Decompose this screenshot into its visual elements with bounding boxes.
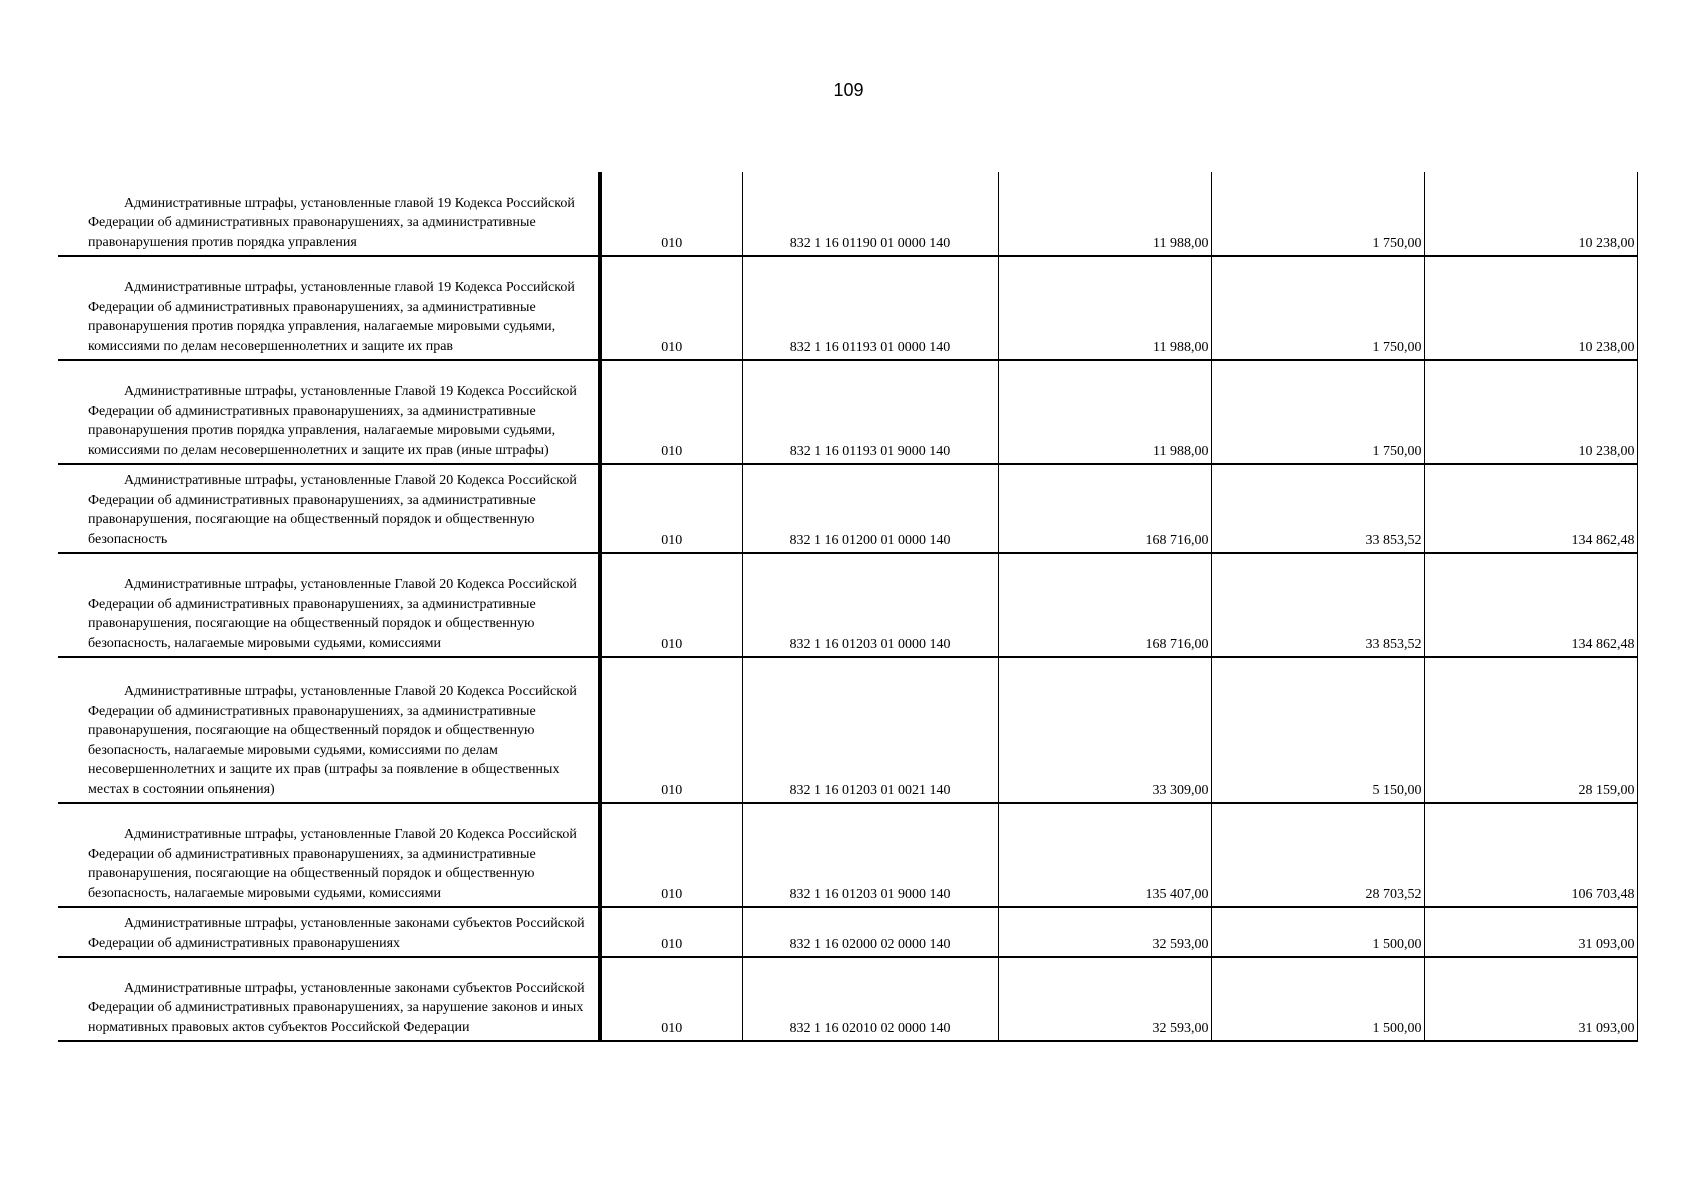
- row-line-code: 010: [600, 957, 742, 1041]
- row-name: Административные штрафы, установленные Главой 19 Кодекса Российской Федерации об административных правонарушениях, за административные правонарушения против порядка управления, налагаемые мировыми судьями, комиссиями по делам несовершеннолетних и защите их прав (иные штрафы): [58, 360, 600, 464]
- income-table-body: [58, 172, 1637, 1041]
- table-row: [58, 657, 1637, 803]
- row-executed: 5 150,00: [1211, 657, 1424, 803]
- row-approved: 33 309,00: [998, 657, 1211, 803]
- row-unexecuted: 10 238,00: [1424, 172, 1637, 256]
- row-line-code: 010: [600, 657, 742, 803]
- table-row: [58, 256, 1637, 360]
- income-table: [58, 172, 1638, 1042]
- row-executed: 1 750,00: [1211, 172, 1424, 256]
- row-unexecuted: 10 238,00: [1424, 360, 1637, 464]
- row-name: Административные штрафы, установленные Главой 20 Кодекса Российской Федерации об административных правонарушениях, за административные правонарушения, посягающие на общественный порядок и общественную безопасность: [58, 464, 600, 553]
- row-unexecuted: 10 238,00: [1424, 256, 1637, 360]
- row-unexecuted: 106 703,48: [1424, 803, 1637, 907]
- row-executed: 1 750,00: [1211, 360, 1424, 464]
- row-line-code: 010: [600, 803, 742, 907]
- row-executed: 1 500,00: [1211, 957, 1424, 1041]
- row-executed: 1 500,00: [1211, 907, 1424, 957]
- page-number: 109: [833, 80, 864, 100]
- row-name: Административные штрафы, установленные Главой 20 Кодекса Российской Федерации об административных правонарушениях, за административные правонарушения, посягающие на общественный порядок и общественную безопасность, налагаемые мировыми судьями, комиссиями: [58, 553, 600, 657]
- row-name: Административные штрафы, установленные главой 19 Кодекса Российской Федерации об административных правонарушениях, за административные правонарушения против порядка управления, налагаемые мировыми судьями, комиссиями по делам несовершеннолетних и защите их прав: [58, 256, 600, 360]
- row-name: Административные штрафы, установленные Главой 20 Кодекса Российской Федерации об административных правонарушениях, за административные правонарушения, посягающие на общественный порядок и общественную безопасность, налагаемые мировыми судьями, комиссиями: [58, 803, 600, 907]
- row-name: Административные штрафы, установленные главой 19 Кодекса Российской Федерации об административных правонарушениях, за административные правонарушения против порядка управления: [58, 172, 600, 256]
- row-approved: 11 988,00: [998, 172, 1211, 256]
- row-budget-code: 832 1 16 01203 01 0000 140: [742, 553, 998, 657]
- row-approved: 11 988,00: [998, 256, 1211, 360]
- row-unexecuted: 31 093,00: [1424, 907, 1637, 957]
- row-approved: 168 716,00: [998, 464, 1211, 553]
- row-line-code: 010: [600, 464, 742, 553]
- table-row: [58, 553, 1637, 657]
- row-unexecuted: 28 159,00: [1424, 657, 1637, 803]
- row-name: Административные штрафы, установленные законами субъектов Российской Федерации об административных правонарушениях: [58, 907, 600, 957]
- row-line-code: 010: [600, 907, 742, 957]
- row-approved: 135 407,00: [998, 803, 1211, 907]
- row-line-code: 010: [600, 256, 742, 360]
- row-budget-code: 832 1 16 01190 01 0000 140: [742, 172, 998, 256]
- row-approved: 32 593,00: [998, 907, 1211, 957]
- row-executed: 1 750,00: [1211, 256, 1424, 360]
- row-budget-code: 832 1 16 01193 01 0000 140: [742, 256, 998, 360]
- row-executed: 28 703,52: [1211, 803, 1424, 907]
- row-budget-code: 832 1 16 02000 02 0000 140: [742, 907, 998, 957]
- table-row: [58, 172, 1637, 256]
- row-line-code: 010: [600, 553, 742, 657]
- row-executed: 33 853,52: [1211, 464, 1424, 553]
- row-budget-code: 832 1 16 01203 01 0021 140: [742, 657, 998, 803]
- table-row: [58, 360, 1637, 464]
- row-name: Административные штрафы, установленные законами субъектов Российской Федерации об административных правонарушениях, за нарушение законов и иных нормативных правовых актов субъектов Российской Федерации: [58, 957, 600, 1041]
- row-line-code: 010: [600, 360, 742, 464]
- row-unexecuted: 31 093,00: [1424, 957, 1637, 1041]
- row-executed: 33 853,52: [1211, 553, 1424, 657]
- table-row: [58, 907, 1637, 957]
- row-line-code: 010: [600, 172, 742, 256]
- row-approved: 32 593,00: [998, 957, 1211, 1041]
- row-budget-code: 832 1 16 01193 01 9000 140: [742, 360, 998, 464]
- row-budget-code: 832 1 16 02010 02 0000 140: [742, 957, 998, 1041]
- table-row: [58, 957, 1637, 1041]
- row-budget-code: 832 1 16 01203 01 9000 140: [742, 803, 998, 907]
- row-approved: 11 988,00: [998, 360, 1211, 464]
- row-unexecuted: 134 862,48: [1424, 464, 1637, 553]
- table-row: [58, 464, 1637, 553]
- row-name: Административные штрафы, установленные Главой 20 Кодекса Российской Федерации об административных правонарушениях, за административные правонарушения, посягающие на общественный порядок и общественную безопасность, налагаемые мировыми судьями, комиссиями по делам несовершеннолетних и защите их прав (штрафы за появление в общественных местах в состоянии опьянения): [58, 657, 600, 803]
- table-row: [58, 803, 1637, 907]
- row-budget-code: 832 1 16 01200 01 0000 140: [742, 464, 998, 553]
- row-unexecuted: 134 862,48: [1424, 553, 1637, 657]
- row-approved: 168 716,00: [998, 553, 1211, 657]
